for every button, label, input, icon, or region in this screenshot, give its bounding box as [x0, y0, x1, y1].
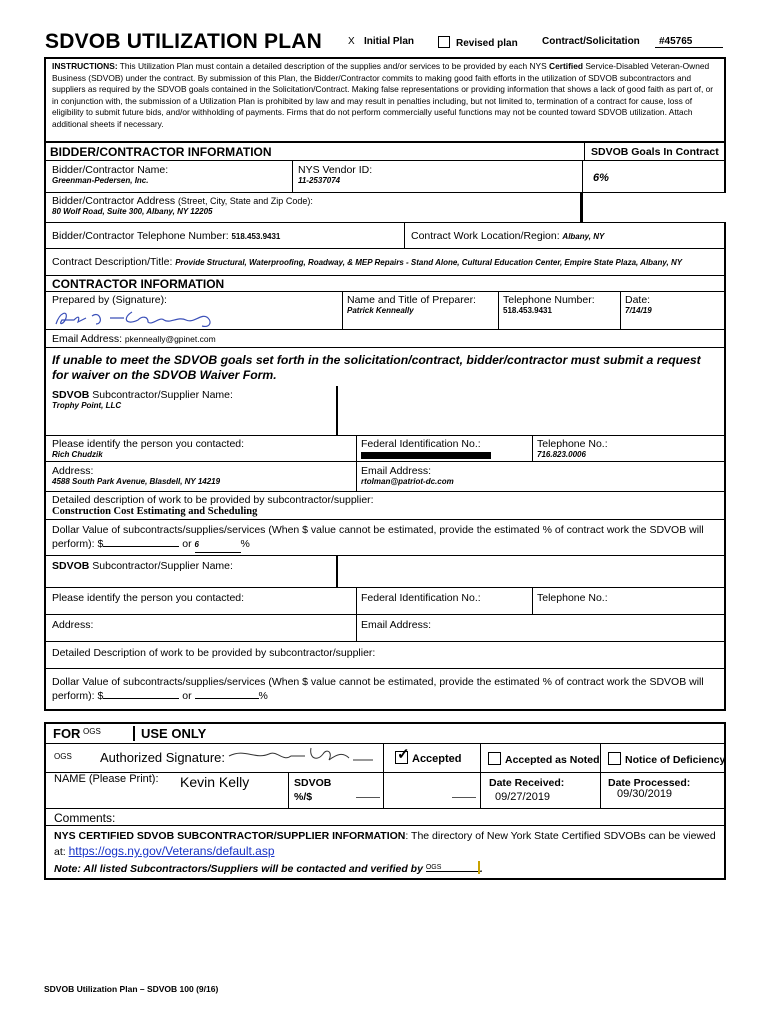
contract-solicitation-label: Contract/Solicitation — [542, 36, 640, 47]
note-text: Note: All listed Subcontractors/Suppliers will be contacted and verified by — [54, 863, 423, 875]
bidder-address-value[interactable]: 80 Wolf Road, Suite 300, Albany, NY 12205 — [52, 207, 213, 216]
sub1-or: or — [182, 538, 192, 550]
bidder-name-value[interactable]: Greenman-Pedersen, Inc. — [52, 176, 149, 185]
sub1-work-value[interactable]: Construction Cost Estimating and Scheduling — [52, 506, 258, 517]
print-name-value[interactable]: Kevin Kelly — [180, 774, 250, 790]
sub1-work-row — [44, 492, 726, 520]
sub2-percent-field[interactable] — [195, 698, 259, 699]
footer-text: SDVOB Utilization Plan – SDVOB 100 (9/16) — [44, 984, 219, 994]
print-name-label: NAME (Please Print): — [54, 773, 159, 785]
directory-info — [54, 829, 722, 860]
sub1-phone-label: Telephone No.: — [537, 438, 608, 450]
sub2-address-row — [44, 615, 726, 642]
contractor-section-header — [44, 276, 726, 292]
preparer-name-label: Name and Title of Preparer: — [347, 294, 476, 306]
authorized-signature-image — [225, 744, 375, 768]
preparer-name-value[interactable]: Patrick Kenneally — [347, 306, 414, 315]
sub1-percent-field[interactable]: 6 — [195, 538, 241, 553]
for-label: FOR — [53, 726, 81, 741]
sdvob-value-unit: %/$ — [294, 791, 313, 803]
contractor-email-value[interactable]: pkenneally@gpinet.com — [124, 334, 216, 344]
instructions-part-a: This Utilization Plan must contain a detailed description of the supplies and/or services to be provided by each NYS — [119, 61, 547, 71]
bidder-phone-label: Bidder/Contractor Telephone Number: — [52, 230, 229, 242]
bidder-section-header — [44, 142, 726, 161]
bidder-phone-value[interactable]: 518.453.9431 — [231, 232, 281, 241]
contractor-phone-label: Telephone Number: — [503, 294, 595, 306]
check-mark-icon: ✓ — [397, 746, 410, 763]
sub1-name-row — [44, 386, 726, 436]
sub2-email-label: Email Address: — [361, 619, 432, 631]
sub1-name-label: Subcontractor/Supplier Name: — [92, 389, 233, 401]
contract-description-label: Contract Description/Title: — [52, 256, 173, 268]
sub1-address-value[interactable]: 4588 South Park Avenue, Blasdell, NY 14219 — [52, 477, 221, 486]
sdvob-goals-value[interactable]: 6% — [593, 172, 609, 184]
divider — [44, 808, 726, 809]
waiver-note-row — [44, 348, 726, 386]
divider — [480, 743, 481, 772]
divider — [336, 556, 338, 587]
contractor-email-label: Email Address: — [52, 333, 123, 345]
sub2-sdvob-label: SDVOB — [52, 560, 90, 572]
sdvob-value-label: SDVOB — [294, 777, 332, 789]
vendor-id-value[interactable]: 11-2537074 — [298, 176, 341, 185]
accepted-as-noted-option[interactable] — [488, 752, 600, 766]
sdvob-goals-cell — [582, 161, 726, 223]
instructions-part-b: Service-Disabled Veteran-Owned Business (SDVOB) under the contract. By submission of this Plan, the Bidder/Contractor commits to making good faith efforts in the utilization of SDVOB subcontractors and suppliers as required by the SDVOB goals contained in the Solicitation/Contract. Making false representations or providing information that shows a lack of good faith as part of, or in conjunction with, the submission of a Utilization Plan is prohibited by law and may result in penalties including, but not limited to, termination of a contract for cause, loss of eligibility to submit future bids, and/or withholding of payments. Firms that do not perform commercially useful functions may not be counted toward SDVOB utilization. Attach additional sheets if necessary. — [52, 61, 714, 129]
divider — [44, 743, 726, 744]
date-processed-label: Date Processed: — [608, 777, 691, 789]
sub2-name-row — [44, 556, 726, 588]
contractor-section-title: CONTRACTOR INFORMATION — [52, 277, 225, 291]
sub1-address-row — [44, 462, 726, 492]
comments-label: Comments: — [54, 811, 116, 825]
sub2-address-label: Address: — [52, 619, 94, 631]
directory-link[interactable]: https://ogs.ny.gov/Veterans/default.asp — [68, 844, 275, 858]
accepted-as-noted-checkbox[interactable] — [488, 752, 501, 765]
sub2-percent-sign: % — [258, 690, 268, 702]
accepted-checkbox[interactable] — [395, 746, 410, 764]
bidder-phone-row — [44, 223, 726, 249]
preparer-signature-image — [52, 306, 252, 332]
form-title: SDVOB UTILIZATION PLAN — [45, 30, 323, 53]
bidder-address-hint: (Street, City, State and Zip Code): — [177, 196, 313, 206]
sub1-dollar-label: Dollar Value of subcontracts/supplies/services (When $ value cannot be estimated, provide the estimated % of contract work the SDVOB will perform): $ — [52, 524, 704, 550]
sub1-contact-value[interactable]: Rich Chudzik — [52, 450, 103, 459]
sub2-or: or — [182, 690, 192, 702]
sub2-dollar-field[interactable] — [103, 698, 179, 699]
instructions-label: INSTRUCTIONS: — [52, 61, 118, 71]
sub2-work-label: Detailed Description of work to be provided by subcontractor/supplier: — [52, 647, 376, 659]
sub1-name-value[interactable]: Trophy Point, LLC — [52, 401, 122, 410]
authorized-signature-label: Authorized Signature: — [100, 750, 226, 765]
sub2-dollar-row — [44, 669, 726, 711]
revised-plan-checkbox[interactable] — [438, 36, 450, 48]
contractor-date-value[interactable]: 7/14/19 — [625, 306, 652, 315]
divider — [600, 743, 601, 772]
accepted-as-noted-label: Accepted as Noted — [505, 754, 600, 766]
notice-of-deficiency-option[interactable] — [608, 752, 725, 766]
accepted-label: Accepted — [412, 753, 462, 765]
sub2-contact-row — [44, 588, 726, 615]
date-received-value[interactable]: 09/27/2019 — [495, 791, 551, 803]
prepared-by-label: Prepared by (Signature): — [52, 294, 167, 306]
instructions-block — [44, 57, 726, 142]
divider — [600, 772, 601, 808]
divider — [288, 772, 289, 808]
sub2-fein-label: Federal Identification No.: — [361, 592, 481, 604]
sdvob-value-field[interactable] — [356, 797, 380, 798]
contract-description-row — [44, 249, 726, 276]
sub1-fein-label: Federal Identification No.: — [361, 438, 481, 450]
initial-plan-mark[interactable]: X — [348, 36, 355, 47]
instructions-certified: Certified — [549, 61, 584, 71]
date-received-label: Date Received: — [489, 777, 565, 789]
divider — [383, 772, 384, 808]
work-location-label: Contract Work Location/Region: — [411, 230, 560, 242]
sdvob-goals-title: SDVOB Goals In Contract — [591, 146, 719, 158]
contractor-date-label: Date: — [625, 294, 651, 306]
date-processed-value[interactable]: 09/30/2019 — [617, 788, 673, 800]
directory-title: NYS CERTIFIED SDVOB SUBCONTRACTOR/SUPPLIER INFORMATION — [54, 830, 406, 842]
instructions-text — [46, 59, 724, 133]
sub1-email-label: Email Address: — [361, 465, 432, 477]
sdvob-percent-field[interactable] — [452, 797, 476, 798]
initial-plan-label: Initial Plan — [364, 36, 415, 47]
bidder-name-label: Bidder/Contractor Name: — [52, 164, 169, 176]
divider — [383, 743, 384, 772]
revised-plan-option[interactable] — [438, 36, 518, 49]
sub1-dollar-row — [44, 520, 726, 556]
contractor-row — [44, 292, 726, 330]
sub1-address-label: Address: — [52, 465, 94, 477]
contract-number[interactable]: #45765 — [655, 36, 723, 48]
use-only-label: USE ONLY — [133, 726, 206, 741]
sub2-dollar-label: Dollar Value of subcontracts/supplies/services (When $ value cannot be estimated, provide the estimated % of contract work the SDVOB will perform): $ — [52, 676, 704, 702]
contractor-email-row — [44, 330, 726, 348]
notice-of-deficiency-label: Notice of Deficiency — [625, 754, 726, 766]
notice-of-deficiency-checkbox[interactable] — [608, 752, 621, 765]
ogs-tag: OGS — [54, 752, 72, 761]
contractor-phone-value[interactable]: 518.453.9431 — [503, 306, 552, 315]
sub2-work-row — [44, 642, 726, 669]
sub1-dollar-field[interactable] — [103, 546, 179, 547]
note-ogs-field[interactable]: OGS — [426, 864, 478, 872]
bidder-address-label: Bidder/Contractor Address — [52, 195, 176, 207]
sub1-sdvob-label: SDVOB — [52, 389, 90, 401]
sub2-phone-label: Telephone No.: — [537, 592, 608, 604]
waiver-note: If unable to meet the SDVOB goals set forth in the solicitation/contract, bidder/contractor must submit a request for waiver on the SDVOB Waiver Form. — [52, 353, 701, 382]
directory-text: : The directory of New York State Certified SDVOBs can be viewed at: — [54, 830, 716, 858]
bidder-section-title: BIDDER/CONTRACTOR INFORMATION — [50, 145, 272, 159]
vendor-id-label: NYS Vendor ID: — [298, 164, 373, 176]
sub1-phone-value[interactable]: 716.823.0006 — [537, 450, 586, 459]
note-end: . — [479, 863, 483, 875]
sub1-email-value[interactable]: rtolman@patriot-dc.com — [361, 477, 454, 486]
revised-plan-label: Revised plan — [456, 38, 518, 49]
divider — [336, 386, 338, 435]
note-line — [54, 861, 483, 875]
sub1-contact-row — [44, 436, 726, 462]
sub1-percent-sign: % — [240, 538, 250, 550]
divider — [480, 772, 481, 808]
bidder-address-row — [44, 193, 582, 223]
divider — [44, 825, 726, 826]
accepted-option[interactable] — [395, 746, 462, 765]
sub1-contact-label: Please identify the person you contacted: — [52, 438, 245, 450]
sub1-work-label: Detailed description of work to be provided by subcontractor/supplier: — [52, 494, 374, 506]
sub2-name-label: Subcontractor/Supplier Name: — [92, 560, 233, 572]
sub1-fein-redacted — [361, 452, 491, 459]
for-ogs-small: OGS — [83, 727, 101, 736]
sdvob-value-block — [294, 776, 331, 804]
work-location-value[interactable]: Albany, NY — [562, 232, 605, 241]
sub2-contact-label: Please identify the person you contacted: — [52, 592, 245, 604]
contract-description-value[interactable]: Provide Structural, Waterproofing, Roadway, & MEP Repairs - Stand Alone, Cultural Education Center, Empire State Plaza, Albany, NY — [175, 258, 683, 267]
